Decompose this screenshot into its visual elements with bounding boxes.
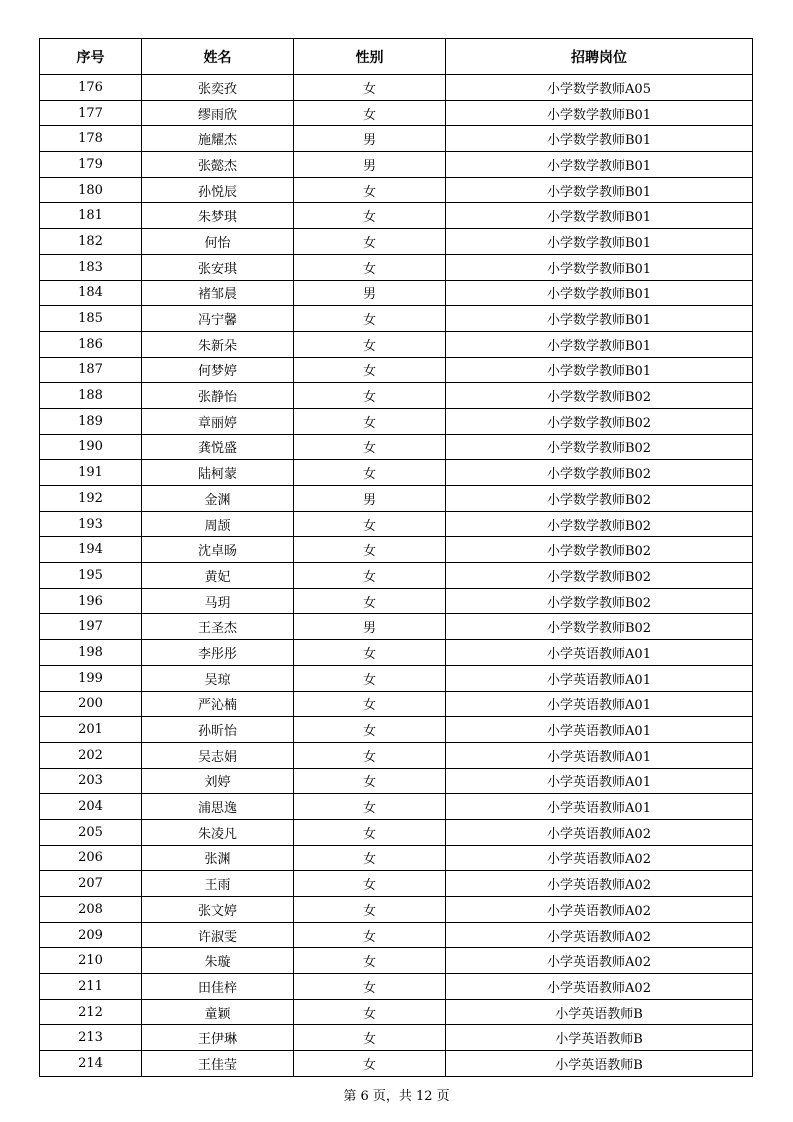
cell-serial-number: 203 — [40, 768, 142, 794]
cell-serial-number: 181 — [40, 203, 142, 229]
cell-gender: 女 — [294, 1051, 446, 1077]
table-row — [40, 794, 753, 820]
cell-serial-number: 212 — [40, 999, 142, 1025]
table-row — [40, 152, 753, 178]
cell-gender: 男 — [294, 614, 446, 640]
cell-serial-number: 183 — [40, 254, 142, 280]
table-row — [40, 897, 753, 923]
table-row — [40, 126, 753, 152]
cell-serial-number: 198 — [40, 640, 142, 666]
cell-name: 王雨 — [142, 871, 294, 897]
cell-position: 小学数学教师B01 — [446, 331, 753, 357]
cell-name: 朱璇 — [142, 948, 294, 974]
cell-name: 朱梦琪 — [142, 203, 294, 229]
cell-serial-number: 177 — [40, 100, 142, 126]
cell-gender: 女 — [294, 460, 446, 486]
cell-name: 浦思逸 — [142, 794, 294, 820]
cell-name: 施耀杰 — [142, 126, 294, 152]
cell-position: 小学数学教师B02 — [446, 486, 753, 512]
header-name: 姓名 — [142, 39, 294, 75]
cell-serial-number: 182 — [40, 229, 142, 255]
cell-gender: 女 — [294, 511, 446, 537]
cell-gender: 女 — [294, 588, 446, 614]
cell-gender: 女 — [294, 948, 446, 974]
table-row — [40, 563, 753, 589]
cell-serial-number: 194 — [40, 537, 142, 563]
cell-position: 小学英语教师B — [446, 1051, 753, 1077]
cell-serial-number: 196 — [40, 588, 142, 614]
cell-position: 小学数学教师B02 — [446, 537, 753, 563]
cell-position: 小学数学教师B01 — [446, 100, 753, 126]
cell-name: 朱凌凡 — [142, 819, 294, 845]
cell-position: 小学英语教师A02 — [446, 897, 753, 923]
cell-position: 小学数学教师B02 — [446, 383, 753, 409]
cell-serial-number: 187 — [40, 357, 142, 383]
cell-position: 小学英语教师A01 — [446, 794, 753, 820]
cell-gender: 男 — [294, 486, 446, 512]
cell-position: 小学英语教师A01 — [446, 768, 753, 794]
cell-position: 小学数学教师B02 — [446, 434, 753, 460]
cell-gender: 女 — [294, 177, 446, 203]
cell-position: 小学数学教师B02 — [446, 588, 753, 614]
cell-serial-number: 189 — [40, 408, 142, 434]
cell-gender: 女 — [294, 742, 446, 768]
table-row — [40, 717, 753, 743]
cell-gender: 女 — [294, 691, 446, 717]
cell-position: 小学数学教师B02 — [446, 511, 753, 537]
cell-gender: 女 — [294, 871, 446, 897]
cell-position: 小学数学教师B01 — [446, 306, 753, 332]
cell-position: 小学数学教师B01 — [446, 152, 753, 178]
table-row — [40, 203, 753, 229]
cell-position: 小学英语教师A01 — [446, 640, 753, 666]
cell-name: 吴琼 — [142, 665, 294, 691]
cell-position: 小学英语教师A01 — [446, 717, 753, 743]
cell-serial-number: 179 — [40, 152, 142, 178]
cell-gender: 女 — [294, 922, 446, 948]
page-footer: 第 6 页，共 12 页 — [343, 1089, 450, 1104]
cell-gender: 男 — [294, 126, 446, 152]
cell-name: 黄妃 — [142, 563, 294, 589]
table-row — [40, 691, 753, 717]
cell-position: 小学数学教师B02 — [446, 408, 753, 434]
cell-position: 小学英语教师B — [446, 999, 753, 1025]
cell-gender: 女 — [294, 1025, 446, 1051]
cell-gender: 女 — [294, 254, 446, 280]
cell-name: 孙昕怡 — [142, 717, 294, 743]
cell-name: 褚邹晨 — [142, 280, 294, 306]
cell-name: 刘婷 — [142, 768, 294, 794]
cell-gender: 女 — [294, 537, 446, 563]
table-row — [40, 280, 753, 306]
cell-position: 小学数学教师B01 — [446, 203, 753, 229]
cell-gender: 女 — [294, 331, 446, 357]
table-row — [40, 357, 753, 383]
cell-name: 陆柯蒙 — [142, 460, 294, 486]
cell-serial-number: 184 — [40, 280, 142, 306]
table-row — [40, 408, 753, 434]
table-row — [40, 742, 753, 768]
cell-name: 何梦婷 — [142, 357, 294, 383]
cell-serial-number: 190 — [40, 434, 142, 460]
cell-position: 小学数学教师B02 — [446, 614, 753, 640]
cell-serial-number: 180 — [40, 177, 142, 203]
cell-position: 小学数学教师B02 — [446, 563, 753, 589]
cell-serial-number: 192 — [40, 486, 142, 512]
cell-position: 小学数学教师B01 — [446, 280, 753, 306]
cell-serial-number: 201 — [40, 717, 142, 743]
cell-name: 沈卓旸 — [142, 537, 294, 563]
table-row — [40, 948, 753, 974]
cell-position: 小学英语教师A02 — [446, 974, 753, 1000]
cell-name: 张渊 — [142, 845, 294, 871]
cell-gender: 男 — [294, 280, 446, 306]
cell-gender: 女 — [294, 999, 446, 1025]
table-header — [40, 39, 753, 75]
table-row — [40, 588, 753, 614]
cell-gender: 女 — [294, 383, 446, 409]
cell-name: 孙悦辰 — [142, 177, 294, 203]
cell-position: 小学数学教师B01 — [446, 357, 753, 383]
roster-table — [39, 38, 753, 1077]
cell-name: 张静怡 — [142, 383, 294, 409]
cell-gender: 女 — [294, 974, 446, 1000]
cell-gender: 女 — [294, 306, 446, 332]
table-body — [40, 75, 753, 1077]
cell-serial-number: 178 — [40, 126, 142, 152]
table-row — [40, 768, 753, 794]
table-row — [40, 331, 753, 357]
cell-name: 吴志娟 — [142, 742, 294, 768]
cell-gender: 女 — [294, 75, 446, 101]
cell-position: 小学数学教师B01 — [446, 177, 753, 203]
cell-gender: 女 — [294, 717, 446, 743]
table-row — [40, 665, 753, 691]
table-row — [40, 511, 753, 537]
cell-name: 周颉 — [142, 511, 294, 537]
cell-name: 朱新朵 — [142, 331, 294, 357]
cell-serial-number: 206 — [40, 845, 142, 871]
cell-position: 小学英语教师A02 — [446, 845, 753, 871]
cell-name: 张奕孜 — [142, 75, 294, 101]
cell-position: 小学数学教师B01 — [446, 126, 753, 152]
cell-position: 小学英语教师A02 — [446, 922, 753, 948]
header-position: 招聘岗位 — [446, 39, 753, 75]
table-row — [40, 537, 753, 563]
cell-position: 小学英语教师A02 — [446, 948, 753, 974]
cell-gender: 女 — [294, 408, 446, 434]
table-row — [40, 177, 753, 203]
cell-name: 田佳梓 — [142, 974, 294, 1000]
cell-position: 小学数学教师B02 — [446, 460, 753, 486]
table-row — [40, 100, 753, 126]
cell-position: 小学英语教师A02 — [446, 871, 753, 897]
cell-gender: 女 — [294, 897, 446, 923]
cell-serial-number: 195 — [40, 563, 142, 589]
cell-name: 王佳莹 — [142, 1051, 294, 1077]
cell-serial-number: 204 — [40, 794, 142, 820]
cell-position: 小学数学教师A05 — [446, 75, 753, 101]
cell-serial-number: 210 — [40, 948, 142, 974]
header-row — [40, 39, 753, 75]
table-row — [40, 383, 753, 409]
cell-gender: 女 — [294, 665, 446, 691]
cell-gender: 女 — [294, 563, 446, 589]
cell-name: 严沁楠 — [142, 691, 294, 717]
cell-name: 金渊 — [142, 486, 294, 512]
table-row — [40, 999, 753, 1025]
cell-name: 张安琪 — [142, 254, 294, 280]
table-row — [40, 1051, 753, 1077]
cell-name: 何怡 — [142, 229, 294, 255]
cell-position: 小学英语教师B — [446, 1025, 753, 1051]
cell-serial-number: 214 — [40, 1051, 142, 1077]
table-row — [40, 1025, 753, 1051]
cell-gender: 男 — [294, 152, 446, 178]
cell-gender: 女 — [294, 100, 446, 126]
cell-gender: 女 — [294, 357, 446, 383]
cell-name: 王伊琳 — [142, 1025, 294, 1051]
cell-serial-number: 209 — [40, 922, 142, 948]
cell-serial-number: 207 — [40, 871, 142, 897]
cell-serial-number: 208 — [40, 897, 142, 923]
cell-name: 冯宁馨 — [142, 306, 294, 332]
cell-serial-number: 211 — [40, 974, 142, 1000]
cell-name: 马玥 — [142, 588, 294, 614]
table-row — [40, 254, 753, 280]
table-row — [40, 819, 753, 845]
cell-serial-number: 185 — [40, 306, 142, 332]
header-serial-number: 序号 — [40, 39, 142, 75]
cell-serial-number: 186 — [40, 331, 142, 357]
table-row — [40, 614, 753, 640]
cell-name: 李彤彤 — [142, 640, 294, 666]
cell-serial-number: 191 — [40, 460, 142, 486]
cell-name: 张文婷 — [142, 897, 294, 923]
table-row — [40, 434, 753, 460]
cell-serial-number: 197 — [40, 614, 142, 640]
cell-gender: 女 — [294, 794, 446, 820]
cell-serial-number: 193 — [40, 511, 142, 537]
cell-serial-number: 188 — [40, 383, 142, 409]
cell-gender: 女 — [294, 768, 446, 794]
cell-serial-number: 199 — [40, 665, 142, 691]
table-row — [40, 75, 753, 101]
cell-position: 小学数学教师B01 — [446, 229, 753, 255]
table-row — [40, 640, 753, 666]
table-row — [40, 845, 753, 871]
cell-gender: 女 — [294, 229, 446, 255]
cell-gender: 女 — [294, 845, 446, 871]
cell-serial-number: 202 — [40, 742, 142, 768]
cell-name: 许淑雯 — [142, 922, 294, 948]
cell-position: 小学数学教师B01 — [446, 254, 753, 280]
cell-serial-number: 205 — [40, 819, 142, 845]
table-row — [40, 306, 753, 332]
cell-name: 童颖 — [142, 999, 294, 1025]
cell-name: 缪雨欣 — [142, 100, 294, 126]
header-gender: 性别 — [294, 39, 446, 75]
cell-gender: 女 — [294, 203, 446, 229]
table-row — [40, 229, 753, 255]
cell-position: 小学英语教师A01 — [446, 691, 753, 717]
cell-gender: 女 — [294, 640, 446, 666]
cell-name: 张懿杰 — [142, 152, 294, 178]
cell-serial-number: 200 — [40, 691, 142, 717]
cell-position: 小学英语教师A02 — [446, 819, 753, 845]
table-row — [40, 871, 753, 897]
cell-name: 章丽婷 — [142, 408, 294, 434]
cell-gender: 女 — [294, 434, 446, 460]
cell-serial-number: 176 — [40, 75, 142, 101]
cell-position: 小学英语教师A01 — [446, 665, 753, 691]
cell-position: 小学英语教师A01 — [446, 742, 753, 768]
table-row — [40, 460, 753, 486]
table-row — [40, 922, 753, 948]
cell-name: 王圣杰 — [142, 614, 294, 640]
table-row — [40, 486, 753, 512]
cell-name: 龚悦盛 — [142, 434, 294, 460]
cell-serial-number: 213 — [40, 1025, 142, 1051]
table-row — [40, 974, 753, 1000]
cell-gender: 女 — [294, 819, 446, 845]
